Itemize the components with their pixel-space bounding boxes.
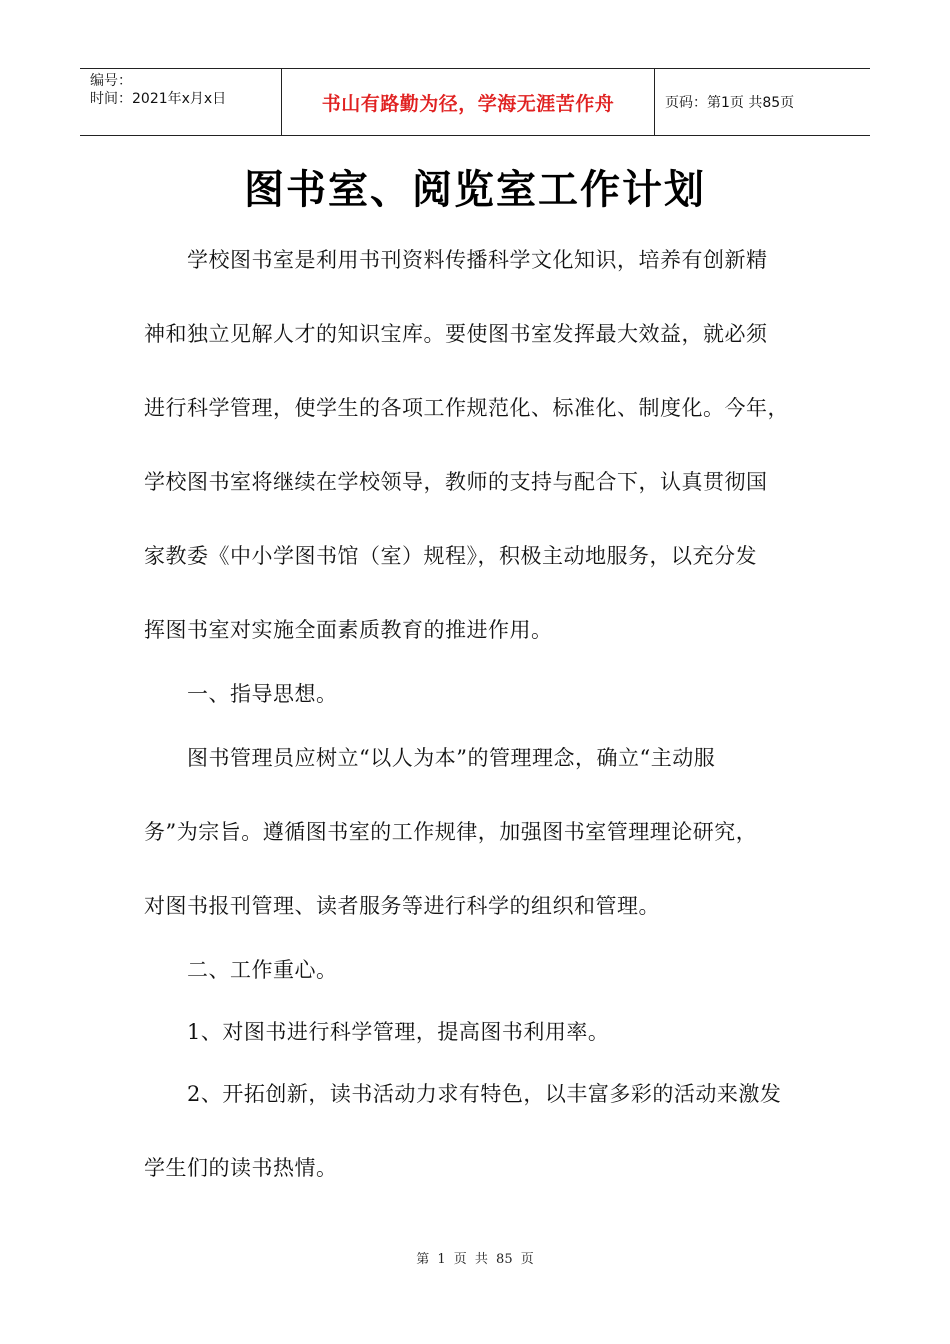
header-meta-cell xyxy=(80,69,282,135)
list-item: 2、开拓创新，读书活动力求有特色，以丰富多彩的活动来激发 xyxy=(144,1082,782,1106)
body-line: 进行科学管理，使学生的各项工作规范化、标准化、制度化。今年， xyxy=(144,396,789,420)
header-motto-cell xyxy=(282,69,655,135)
page-footer: 第 1 页 共 85 页 xyxy=(416,1252,534,1267)
body-line: 神和独立见解人才的知识宝库。要使图书室发挥最大效益，就必须 xyxy=(144,322,768,346)
section-heading: 一、指导思想。 xyxy=(144,682,338,706)
document-date-label: 时间：2021年x月x日 xyxy=(90,91,227,107)
header-motto: 书山有路勤为径，学海无涯苦作舟 xyxy=(321,92,615,115)
body-line: 务”为宗旨。遵循图书室的工作规律，加强图书室管理理论研究， xyxy=(144,820,758,844)
body-line: 对图书报刊管理、读者服务等进行科学的组织和管理。 xyxy=(144,894,660,918)
body-line: 挥图书室对实施全面素质教育的推进作用。 xyxy=(144,618,553,642)
document-number-label: 编号： xyxy=(90,73,132,89)
body-line: 学校图书室是利用书刊资料传播科学文化知识，培养有创新精 xyxy=(144,248,768,272)
body-line: 学校图书室将继续在学校领导，教师的支持与配合下，认真贯彻国 xyxy=(144,470,768,494)
document-header xyxy=(80,68,870,136)
body-line: 图书管理员应树立“以人为本”的管理理念，确立“主动服 xyxy=(144,746,716,770)
body-line: 家教委《中小学图书馆（室）规程》，积极主动地服务，以充分发 xyxy=(144,544,757,568)
list-item: 1、对图书进行科学管理，提高图书利用率。 xyxy=(144,1020,610,1044)
header-page-cell xyxy=(655,69,870,135)
document-title: 图书室、阅览室工作计划 xyxy=(244,167,706,213)
section-heading: 二、工作重心。 xyxy=(144,958,338,982)
body-line: 学生们的读书热情。 xyxy=(144,1156,338,1180)
header-page-info: 页码：第1页 共85页 xyxy=(665,95,795,111)
